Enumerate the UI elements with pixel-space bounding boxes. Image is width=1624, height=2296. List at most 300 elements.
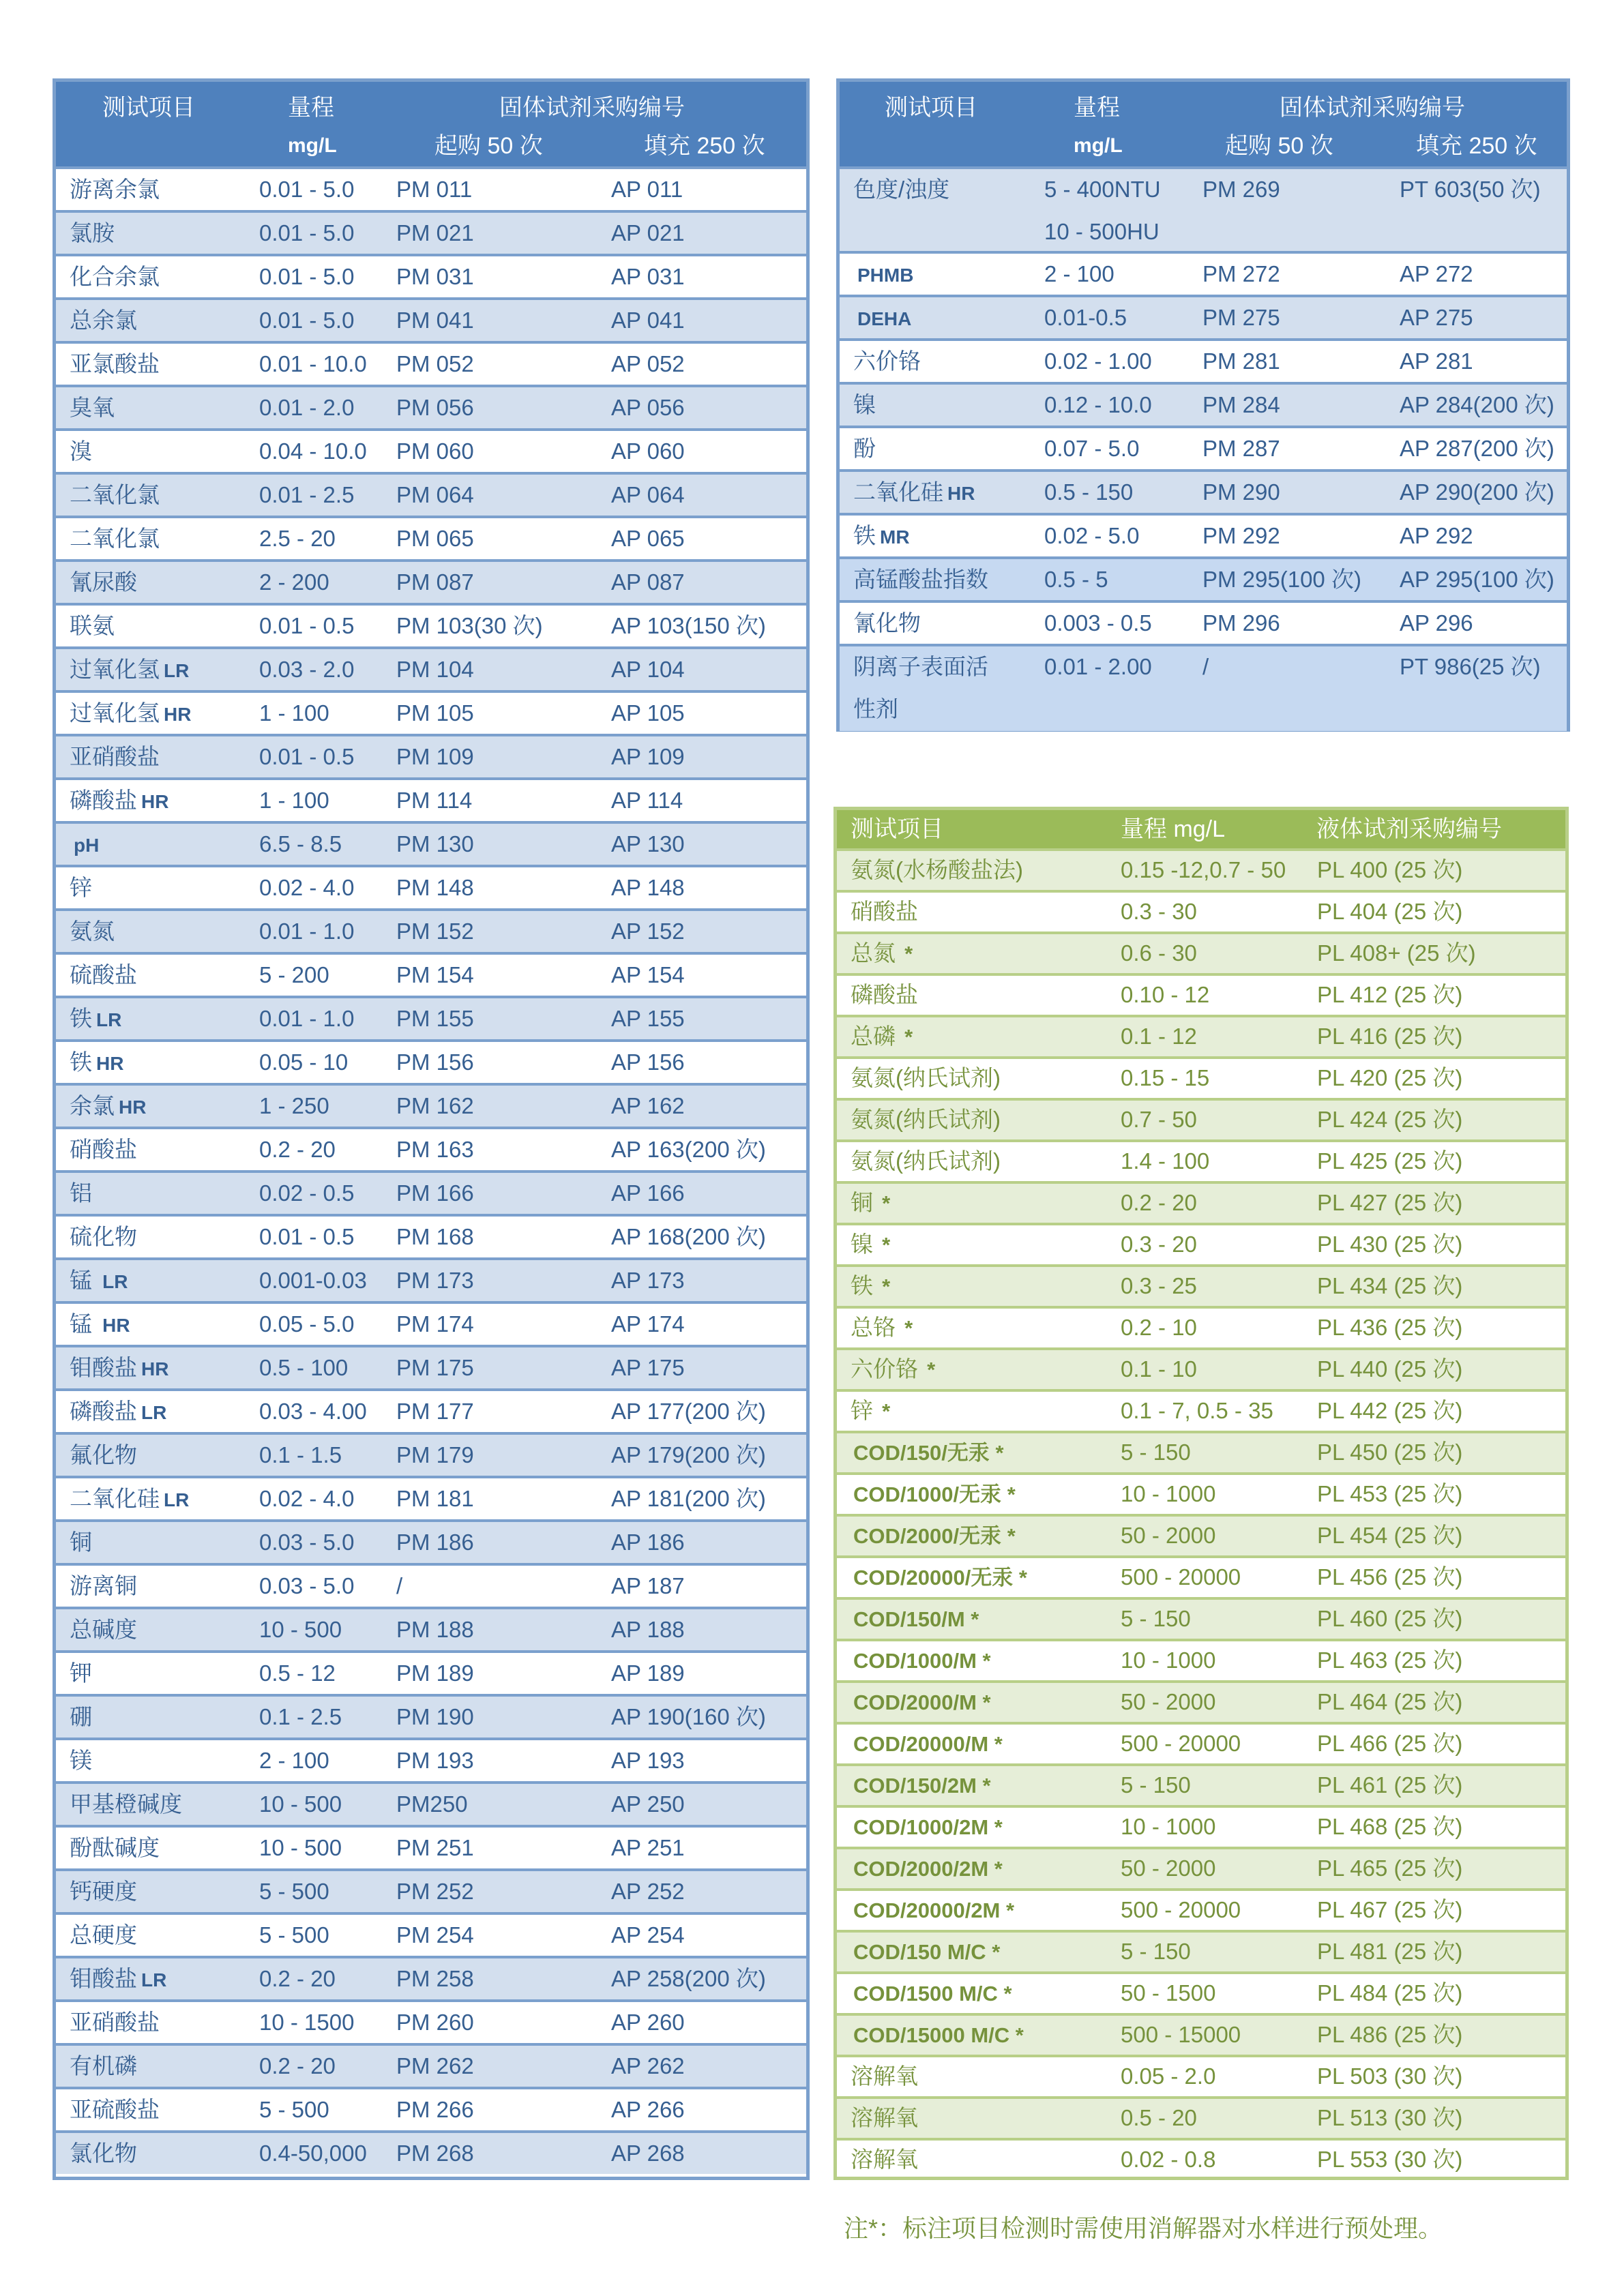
header-test-item: 测试项目 bbox=[851, 816, 943, 842]
test-item-name: 酚酞碱度 bbox=[70, 1835, 160, 1860]
table-row bbox=[837, 1600, 1565, 1641]
ap-code-cell: AP 254 bbox=[611, 1922, 685, 1948]
test-item-cell bbox=[851, 1688, 991, 1716]
ap-code-cell: AP 156 bbox=[611, 1049, 685, 1075]
ap-code-cell: AP 262 bbox=[611, 2053, 685, 2078]
header-code-refill-250: 填充 250 次 bbox=[644, 133, 765, 159]
range-cell: 0.12 - 10.0 bbox=[1044, 392, 1152, 417]
table-row bbox=[837, 893, 1565, 934]
range-cell-line2: 10 - 500HU bbox=[1044, 219, 1160, 244]
table-row bbox=[837, 1433, 1565, 1475]
range-cell: 0.5 - 12 bbox=[259, 1660, 336, 1686]
test-item-cell bbox=[70, 1267, 128, 1296]
ap-code-cell: AP 162 bbox=[611, 1093, 685, 1118]
range-cell: 500 - 20000 bbox=[1121, 1731, 1241, 1756]
test-item-range-tag: HR bbox=[141, 1358, 169, 1380]
table-row bbox=[837, 1267, 1565, 1309]
range-cell: 0.5 - 150 bbox=[1044, 479, 1134, 505]
ap-code-cell: AP 060 bbox=[611, 438, 685, 464]
table-row bbox=[56, 518, 806, 562]
range-cell: 0.1 - 7, 0.5 - 35 bbox=[1121, 1398, 1273, 1423]
table-row bbox=[56, 300, 806, 344]
test-item-name: 有机磷 bbox=[70, 2053, 137, 2078]
range-cell: 5 - 150 bbox=[1121, 1772, 1191, 1798]
test-item-name: 氨氮(水杨酸盐法) bbox=[851, 857, 1023, 882]
test-item-cell bbox=[70, 1180, 96, 1208]
table-row bbox=[837, 1017, 1565, 1059]
test-item-cell bbox=[853, 479, 975, 507]
table-header bbox=[56, 82, 806, 169]
ap-code-cell: AP 041 bbox=[611, 308, 685, 333]
table-row bbox=[56, 1347, 806, 1391]
pm-code-cell: / bbox=[1202, 654, 1209, 679]
test-item-cell bbox=[70, 961, 141, 990]
test-item-cell bbox=[853, 653, 992, 682]
pm-code-cell: PM 189 bbox=[396, 1660, 474, 1686]
ap-code-cell: AP 148 bbox=[611, 875, 685, 900]
test-item-cell bbox=[851, 940, 913, 968]
test-item-name: 总铬 bbox=[851, 1315, 902, 1340]
range-cell: 0.01 - 0.5 bbox=[259, 1224, 355, 1249]
range-cell: 50 - 2000 bbox=[1121, 1855, 1216, 1881]
test-item-name: 甲基橙碱度 bbox=[70, 1791, 182, 1817]
table-row bbox=[837, 1641, 1565, 1683]
test-item-cell bbox=[70, 1572, 141, 1601]
test-item-cell bbox=[70, 1965, 166, 1994]
test-item-name: 余氯 bbox=[70, 1093, 115, 1118]
pm-code-cell: PM 031 bbox=[396, 264, 474, 289]
test-item-name: 过氧化氢 bbox=[70, 657, 160, 682]
test-item-name: 亚硝酸盐 bbox=[70, 744, 160, 769]
table-row bbox=[56, 1784, 806, 1828]
liquid-code-cell: PL 424 (25 次) bbox=[1317, 1107, 1463, 1132]
test-item-cell bbox=[70, 1092, 146, 1121]
test-item-name: 硫酸盐 bbox=[70, 962, 137, 987]
pm-code-cell: PM 163 bbox=[396, 1137, 474, 1162]
pm-code-cell: PM 103(30 次) bbox=[396, 613, 543, 638]
test-item-range-tag: MR bbox=[880, 526, 910, 548]
range-cell: 0.3 - 25 bbox=[1121, 1273, 1197, 1298]
test-item-bold-label: COD/1000/无汞 * bbox=[853, 1482, 1016, 1506]
test-item-name: 镍 bbox=[853, 392, 876, 417]
ap-code-cell: AP 179(200 次) bbox=[611, 1442, 766, 1467]
test-item-cell bbox=[851, 1730, 1003, 1758]
test-item-cell bbox=[851, 1023, 913, 1051]
table-row bbox=[56, 998, 806, 1042]
pm-code-cell: PM 168 bbox=[396, 1224, 474, 1249]
table-body bbox=[56, 169, 806, 2174]
table-row bbox=[840, 385, 1567, 428]
table-row bbox=[56, 1915, 806, 1958]
test-item-range-tag: DEHA bbox=[857, 308, 912, 329]
test-item-cell bbox=[851, 1480, 1016, 1508]
table-row bbox=[837, 1683, 1565, 1725]
table-row bbox=[56, 606, 806, 649]
table-row bbox=[56, 2133, 806, 2174]
test-item-name: 铁 bbox=[70, 1049, 92, 1075]
test-item-name: 氨氮(纳氏试剂) bbox=[851, 1148, 1001, 1174]
range-cell: 5 - 500 bbox=[259, 2097, 329, 2122]
table-row bbox=[837, 934, 1565, 976]
test-item-name: 溶解氧 bbox=[851, 2105, 918, 2130]
test-item-cell bbox=[70, 2053, 141, 2081]
solid-reagent-table-left bbox=[53, 78, 810, 2180]
test-item-range-tag: HR bbox=[96, 1053, 124, 1074]
ap-code-cell: AP 104 bbox=[611, 657, 685, 682]
liquid-code-cell: PL 465 (25 次) bbox=[1317, 1855, 1463, 1881]
table-row bbox=[837, 1974, 1565, 2016]
table-row bbox=[837, 1184, 1565, 1225]
test-item-name: 锌 bbox=[851, 1398, 880, 1423]
test-item-cell bbox=[851, 1855, 1003, 1883]
range-cell: 50 - 2000 bbox=[1121, 1689, 1216, 1714]
range-cell: 0.2 - 20 bbox=[1121, 1190, 1197, 1215]
test-item-range-tag: LR bbox=[141, 1402, 167, 1423]
table-row bbox=[56, 1871, 806, 1915]
pm-code-cell: PM 166 bbox=[396, 1180, 474, 1206]
table-row bbox=[56, 1828, 806, 1871]
range-cell: 0.01 - 10.0 bbox=[259, 351, 367, 376]
table-header bbox=[837, 810, 1565, 851]
range-cell: 0.02 - 0.5 bbox=[259, 1180, 355, 1206]
range-cell: 1 - 100 bbox=[259, 788, 329, 813]
range-cell: 2 - 100 bbox=[259, 1748, 329, 1773]
table-body bbox=[840, 169, 1567, 731]
table-row bbox=[56, 780, 806, 824]
table-row bbox=[56, 1042, 806, 1086]
table-row bbox=[56, 1391, 806, 1435]
pm-code-cell: PM 290 bbox=[1202, 479, 1280, 505]
test-item-cell bbox=[70, 1442, 141, 1470]
range-cell: 0.2 - 20 bbox=[259, 2053, 336, 2078]
ap-code-cell: AP 188 bbox=[611, 1617, 685, 1642]
test-item-name: 氟化物 bbox=[70, 1442, 137, 1467]
test-item-name: 溴 bbox=[70, 438, 92, 464]
range-cell: 0.01 - 2.0 bbox=[259, 395, 355, 420]
test-item-cell bbox=[70, 1747, 96, 1776]
liquid-code-cell: PL 454 (25 次) bbox=[1317, 1523, 1463, 1548]
test-item-cell bbox=[70, 1005, 121, 1034]
range-cell: 0.1 - 12 bbox=[1121, 1024, 1197, 1049]
test-item-cell bbox=[70, 831, 99, 859]
range-cell: 500 - 20000 bbox=[1121, 1564, 1241, 1590]
test-item-name: 钼酸盐 bbox=[70, 1966, 137, 1991]
test-item-name: 化合余氯 bbox=[70, 264, 160, 289]
test-item-cell bbox=[70, 307, 141, 336]
test-item-bold-label: COD/150/无汞 * bbox=[853, 1441, 1004, 1465]
table-row bbox=[840, 254, 1567, 297]
ap-code-cell: AP 109 bbox=[611, 744, 685, 769]
test-item-cell bbox=[70, 1398, 166, 1427]
range-cell: 0.2 - 20 bbox=[259, 1137, 336, 1162]
ap-code-cell: AP 290(200 次) bbox=[1400, 479, 1554, 505]
table-row bbox=[56, 1522, 806, 1566]
test-item-name: 溶解氧 bbox=[851, 2063, 918, 2089]
liquid-code-cell: PL 466 (25 次) bbox=[1317, 1731, 1463, 1756]
test-item-cell bbox=[70, 351, 164, 379]
ap-code-cell: PT 986(25 次) bbox=[1400, 654, 1541, 679]
test-item-name: 磷酸盐 bbox=[851, 982, 918, 1007]
pm-code-cell: PM 260 bbox=[396, 2010, 474, 2035]
ap-code-cell: AP 268 bbox=[611, 2141, 685, 2166]
table-row bbox=[840, 428, 1567, 472]
test-item-bold-label: COD/150/2M * bbox=[853, 1774, 991, 1798]
header-code-refill-250: 填充 250 次 bbox=[1416, 133, 1537, 159]
table-row bbox=[56, 256, 806, 300]
range-cell: 0.02 - 0.8 bbox=[1121, 2147, 1216, 2172]
table-row bbox=[837, 2141, 1565, 2179]
pm-code-cell: PM 064 bbox=[396, 482, 474, 507]
pm-code-cell: PM 181 bbox=[396, 1486, 474, 1511]
range-cell: 0.03 - 5.0 bbox=[259, 1530, 355, 1555]
test-item-cell bbox=[70, 1223, 141, 1252]
pm-code-cell: PM 296 bbox=[1202, 610, 1280, 636]
ap-code-cell: AP 266 bbox=[611, 2097, 685, 2122]
range-cell: 0.001-0.03 bbox=[259, 1268, 367, 1293]
ap-code-cell: AP 177(200 次) bbox=[611, 1399, 766, 1424]
test-item-cell bbox=[851, 2021, 1024, 2049]
test-item-name: 亚氯酸盐 bbox=[70, 351, 160, 376]
ap-code-cell: AP 295(100 次) bbox=[1400, 567, 1554, 592]
test-item-cell bbox=[70, 612, 119, 641]
table-row bbox=[56, 1173, 806, 1217]
pm-code-cell: PM 174 bbox=[396, 1311, 474, 1337]
header-range: 量程 bbox=[1074, 95, 1120, 121]
test-item-name: 色度/浊度 bbox=[853, 177, 950, 202]
table-row bbox=[837, 976, 1565, 1017]
test-item-cell bbox=[851, 1938, 1000, 1966]
test-item-name: 总氮 bbox=[851, 940, 902, 966]
ap-code-cell: AP 105 bbox=[611, 700, 685, 726]
table-row bbox=[56, 431, 806, 475]
table-row bbox=[56, 1609, 806, 1653]
test-item-cell bbox=[70, 656, 189, 685]
range-cell: 2 - 200 bbox=[259, 569, 329, 595]
test-item-cell bbox=[70, 700, 191, 728]
test-item-name: 二氧化氯 bbox=[70, 526, 160, 551]
test-item-cell bbox=[851, 1314, 913, 1342]
table-row bbox=[837, 1849, 1565, 1891]
table-row bbox=[840, 297, 1567, 341]
ap-code-cell: AP 114 bbox=[611, 788, 683, 813]
range-cell: 5 - 150 bbox=[1121, 1939, 1191, 1964]
test-item-name: 磷酸盐 bbox=[70, 1399, 137, 1424]
test-item-name: 硝酸盐 bbox=[70, 1137, 137, 1162]
test-item-cell bbox=[70, 1311, 130, 1339]
test-item-cell bbox=[851, 1772, 991, 1800]
table-row bbox=[837, 1392, 1565, 1433]
test-item-cell bbox=[70, 1703, 96, 1732]
test-item-name: 氨氮(纳氏试剂) bbox=[851, 1107, 1001, 1132]
table-row bbox=[837, 1475, 1565, 1517]
ap-code-cell: AP 275 bbox=[1400, 305, 1473, 330]
table-row bbox=[56, 1086, 806, 1129]
table-row bbox=[56, 1958, 806, 2002]
range-cell: 10 - 1500 bbox=[259, 2010, 355, 2035]
liquid-code-cell: PL 513 (30 次) bbox=[1317, 2105, 1463, 2130]
test-item-name: 高锰酸盐指数 bbox=[853, 567, 988, 592]
table-row bbox=[56, 1740, 806, 1784]
range-cell: 0.003 - 0.5 bbox=[1044, 610, 1152, 636]
table-row bbox=[56, 1260, 806, 1304]
test-item-name: 铁 bbox=[70, 1006, 92, 1031]
ap-code-cell: AP 168(200 次) bbox=[611, 1224, 766, 1249]
liquid-code-cell: PL 442 (25 次) bbox=[1317, 1398, 1463, 1423]
pm-code-cell: PM 056 bbox=[396, 395, 474, 420]
table-row bbox=[837, 1558, 1565, 1600]
test-item-name: 镍 bbox=[851, 1232, 880, 1257]
test-item-cell bbox=[851, 1980, 1012, 2008]
range-cell: 0.01 - 1.0 bbox=[259, 919, 355, 944]
test-item-range-tag: HR bbox=[119, 1097, 147, 1118]
test-item-name: 氰尿酸 bbox=[70, 569, 137, 595]
pm-code-cell: PM 152 bbox=[396, 919, 474, 944]
liquid-code-cell: PL 453 (25 次) bbox=[1317, 1481, 1463, 1506]
range-cell: 0.01 - 0.5 bbox=[259, 744, 355, 769]
table-row bbox=[56, 1217, 806, 1260]
pm-code-cell: PM 114 bbox=[396, 788, 473, 813]
range-cell: 6.5 - 8.5 bbox=[259, 831, 342, 856]
test-item-bold-label: COD/2000/无汞 * bbox=[853, 1524, 1016, 1548]
test-item-range-tag: PHMB bbox=[857, 265, 914, 286]
pm-code-cell: PM 105 bbox=[396, 700, 474, 726]
ap-code-cell: AP 260 bbox=[611, 2010, 685, 2035]
range-cell: 0.03 - 4.00 bbox=[259, 1399, 367, 1424]
test-item-cell bbox=[70, 874, 96, 903]
liquid-code-cell: PL 440 (25 次) bbox=[1317, 1356, 1463, 1382]
liquid-code-cell: PL 430 (25 次) bbox=[1317, 1232, 1463, 1257]
ap-code-cell: AP 021 bbox=[611, 220, 685, 245]
pm-code-cell: PM 175 bbox=[396, 1355, 474, 1380]
table-row bbox=[56, 1566, 806, 1609]
range-cell: 0.02 - 5.0 bbox=[1044, 523, 1140, 548]
table-row bbox=[840, 169, 1567, 254]
header-code-start-50: 起购 50 次 bbox=[1225, 133, 1333, 159]
test-item-bold-label: * bbox=[927, 1358, 936, 1382]
table-row bbox=[56, 2046, 806, 2089]
test-item-bold-label: COD/1000/M * bbox=[853, 1649, 991, 1673]
pm-code-cell: PM 130 bbox=[396, 831, 474, 856]
pm-code-cell: PM 155 bbox=[396, 1006, 474, 1031]
pm-code-cell: PM 179 bbox=[396, 1442, 474, 1467]
table-row bbox=[837, 1808, 1565, 1849]
liquid-code-cell: PL 553 (30 次) bbox=[1317, 2147, 1463, 2172]
table-header bbox=[840, 82, 1567, 169]
range-cell: 0.15 -12,0.7 - 50 bbox=[1121, 857, 1286, 882]
test-item-name: 六价铬 bbox=[851, 1356, 925, 1382]
test-item-range-tag: HR bbox=[164, 704, 192, 725]
pm-code-cell: PM 052 bbox=[396, 351, 474, 376]
pm-code-cell: PM 011 bbox=[396, 177, 473, 202]
test-item-name: 锰 bbox=[70, 1268, 99, 1293]
range-cell: 5 - 200 bbox=[259, 962, 329, 987]
range-cell: 0.01 - 5.0 bbox=[259, 264, 355, 289]
table-row bbox=[56, 475, 806, 518]
table-row bbox=[840, 516, 1567, 559]
range-cell: 0.01 - 5.0 bbox=[259, 308, 355, 333]
test-item-cell bbox=[853, 348, 925, 376]
range-cell: 1 - 250 bbox=[259, 1093, 329, 1118]
test-item-cell bbox=[70, 1834, 164, 1863]
range-cell: 50 - 2000 bbox=[1121, 1523, 1216, 1548]
test-item-name: 钙硬度 bbox=[70, 1879, 137, 1904]
test-item-cell bbox=[70, 394, 119, 423]
range-cell: 0.1 - 10 bbox=[1121, 1356, 1197, 1382]
test-item-cell bbox=[851, 1896, 1014, 1924]
table-row bbox=[56, 562, 806, 606]
table-row bbox=[56, 169, 806, 213]
table-row bbox=[56, 1304, 806, 1347]
table-row bbox=[56, 1653, 806, 1697]
liquid-code-cell: PL 400 (25 次) bbox=[1317, 857, 1463, 882]
test-item-name: 钾 bbox=[70, 1660, 92, 1686]
test-item-cell bbox=[70, 1878, 141, 1907]
liquid-code-cell: PL 456 (25 次) bbox=[1317, 1564, 1463, 1590]
table-row bbox=[837, 1059, 1565, 1101]
table-row bbox=[56, 911, 806, 955]
range-cell: 0.4-50,000 bbox=[259, 2141, 367, 2166]
pm-code-cell: PM 252 bbox=[396, 1879, 474, 1904]
test-item-name: 二氧化硅 bbox=[853, 479, 943, 505]
liquid-code-cell: PL 481 (25 次) bbox=[1317, 1939, 1463, 1964]
test-item-bold-label: COD/20000/无汞 * bbox=[853, 1566, 1027, 1590]
test-item-name: 硼 bbox=[70, 1704, 92, 1729]
liquid-code-cell: PL 464 (25 次) bbox=[1317, 1689, 1463, 1714]
test-item-cell bbox=[70, 176, 164, 205]
range-cell: 0.05 - 5.0 bbox=[259, 1311, 355, 1337]
liquid-code-cell: PL 450 (25 次) bbox=[1317, 1440, 1463, 1465]
test-item-cell bbox=[851, 1647, 991, 1675]
pm-code-cell: PM 287 bbox=[1202, 436, 1280, 461]
test-item-name-line2: 性剂 bbox=[853, 696, 898, 721]
test-item-name: 游离余氯 bbox=[70, 177, 160, 202]
test-item-cell bbox=[70, 1529, 96, 1557]
test-item-name: 二氧化硅 bbox=[70, 1486, 160, 1511]
test-item-cell bbox=[70, 569, 141, 597]
pm-code-cell: PM 190 bbox=[396, 1704, 474, 1729]
ap-code-cell: AP 155 bbox=[611, 1006, 685, 1031]
range-cell: 0.01 - 5.0 bbox=[259, 177, 355, 202]
test-item-cell bbox=[70, 2096, 164, 2125]
range-cell: 0.01-0.5 bbox=[1044, 305, 1127, 330]
table-row bbox=[840, 559, 1567, 603]
pm-code-cell: PM 173 bbox=[396, 1268, 474, 1293]
range-cell: 1.4 - 100 bbox=[1121, 1148, 1210, 1174]
test-item-name: 总磷 bbox=[851, 1024, 902, 1049]
range-cell: 10 - 1000 bbox=[1121, 1648, 1216, 1673]
table-row bbox=[56, 387, 806, 431]
range-cell: 10 - 1000 bbox=[1121, 1481, 1216, 1506]
pm-code-cell: PM 154 bbox=[396, 962, 474, 987]
ap-code-cell: AP 186 bbox=[611, 1530, 685, 1555]
ap-code-cell: AP 252 bbox=[611, 1879, 685, 1904]
test-item-cell bbox=[851, 2146, 921, 2174]
ap-code-cell: AP 130 bbox=[611, 831, 685, 856]
test-item-cell bbox=[851, 981, 921, 1009]
pm-code-cell: PM250 bbox=[396, 1791, 468, 1817]
test-item-cell bbox=[70, 2140, 141, 2168]
table-row bbox=[56, 1129, 806, 1173]
pm-code-cell: PM 262 bbox=[396, 2053, 474, 2078]
range-cell: 0.5 - 20 bbox=[1121, 2105, 1197, 2130]
pm-code-cell: PM 284 bbox=[1202, 392, 1280, 417]
table-row bbox=[837, 1101, 1565, 1142]
pm-code-cell: PM 269 bbox=[1202, 177, 1280, 202]
header-test-item: 测试项目 bbox=[885, 95, 977, 121]
test-item-name: 铜 bbox=[70, 1530, 92, 1555]
range-cell: 0.1 - 2.5 bbox=[259, 1704, 342, 1729]
test-item-bold-label: COD/15000 M/C * bbox=[853, 2023, 1024, 2047]
